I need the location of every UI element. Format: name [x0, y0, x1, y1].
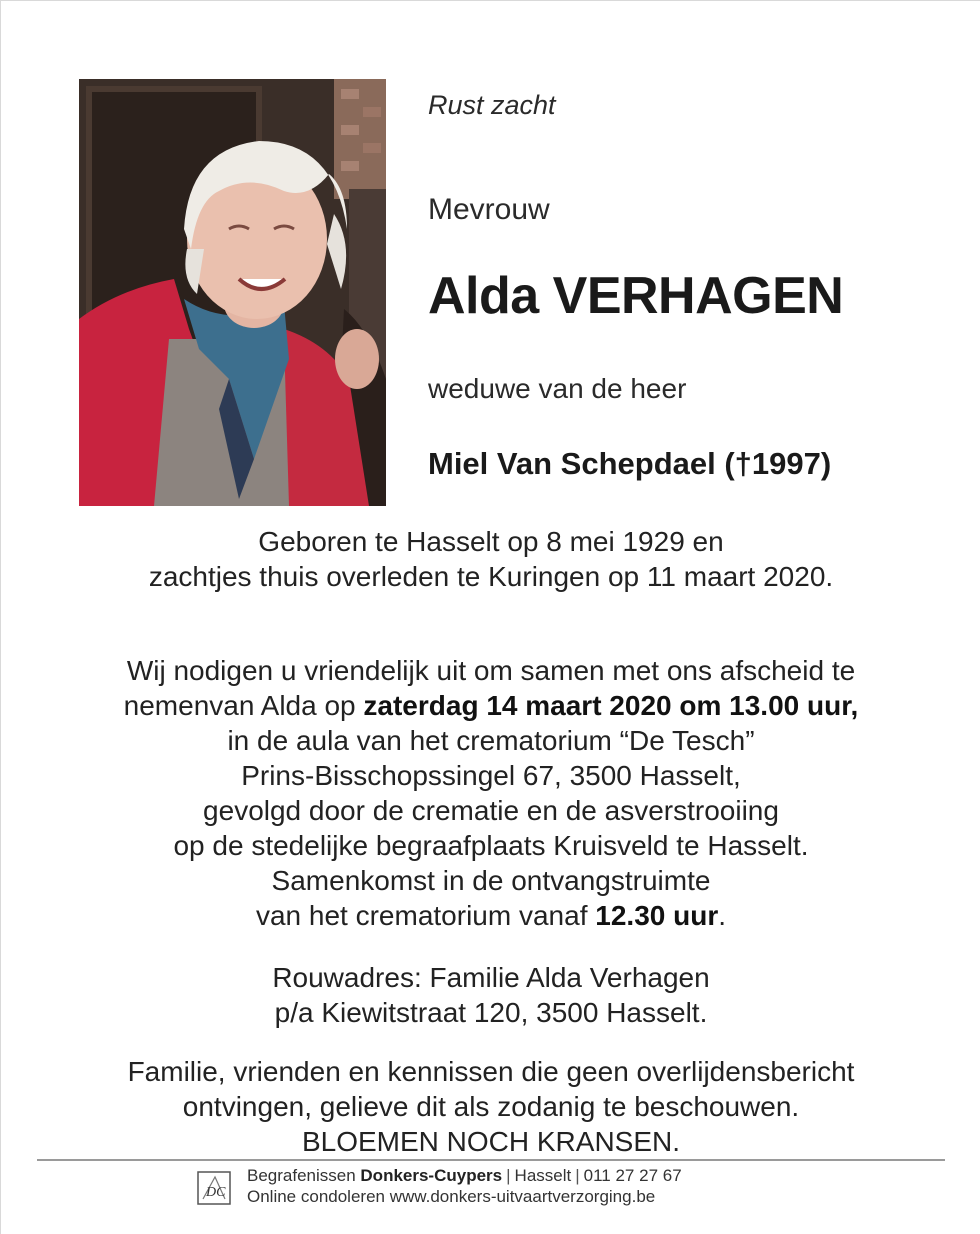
- invitation-line-4: Prins-Bisschopssingel 67, 3500 Hasselt,: [241, 760, 741, 791]
- logo-letters: DC: [206, 1185, 226, 1200]
- birth-death-text: [1, 524, 980, 594]
- company-name: Donkers-Cuypers: [360, 1166, 503, 1185]
- honorific: Mevrouw: [428, 193, 550, 226]
- deceased-name: Alda VERHAGEN: [428, 267, 844, 325]
- footer-text: [247, 1165, 682, 1207]
- footer-separator-2: |: [575, 1166, 580, 1185]
- invitation-line-1: Wij nodigen u vriendelijk uit om samen met ons afscheid te: [126, 655, 856, 686]
- company-city: Hasselt: [514, 1166, 572, 1185]
- invitation-line-3: in de aula van het crematorium “De Tesch”: [227, 725, 755, 756]
- death-line: zachtjes thuis overleden te Kuringen op 11 maart 2020.: [148, 561, 834, 592]
- invitation-text: [1, 653, 980, 933]
- ceremony-datetime: zaterdag 14 maart 2020 om 13.00 uur,: [363, 690, 859, 721]
- footer-divider: [37, 1159, 945, 1161]
- footer-separator-1: |: [506, 1166, 511, 1185]
- portrait-illustration: [79, 79, 386, 506]
- gathering-time: 12.30 uur: [595, 900, 719, 931]
- invitation-line-5: gevolgd door de crematie en de asverstrooiing: [203, 795, 779, 826]
- invitation-line-8-suffix: .: [718, 900, 726, 931]
- footer-line-2: [247, 1186, 682, 1207]
- footer-prefix: Begrafenissen: [247, 1166, 361, 1185]
- invitation-line-7: Samenkomst in de ontvangstruimte: [271, 865, 711, 896]
- notice-line-1: Familie, vrienden en kennissen die geen overlijdensbericht: [127, 1056, 855, 1087]
- online-condolence-label: Online condoleren: [247, 1187, 390, 1206]
- no-flowers-line: BLOEMEN NOCH KRANSEN.: [301, 1126, 681, 1157]
- widow-of-label: weduwe van de heer: [428, 373, 687, 404]
- invitation-line-2-prefix: nemenvan Alda op: [123, 690, 364, 721]
- invitation-line-8: [1, 898, 980, 933]
- address-line-1: Rouwadres: Familie Alda Verhagen: [272, 962, 710, 993]
- notice-line-2: ontvingen, gelieve dit als zodanig te beschouwen.: [182, 1091, 800, 1122]
- portrait-photo: [79, 79, 386, 506]
- company-phone: 011 27 27 67: [583, 1166, 682, 1185]
- funeral-home-footer: [197, 1165, 797, 1213]
- invitation-line-2: [1, 688, 980, 723]
- address-line-2: p/a Kiewitstraat 120, 3500 Hasselt.: [274, 997, 708, 1028]
- husband-name: Miel Van Schepdael (†1997): [428, 446, 832, 481]
- invitation-line-8-prefix: van het crematorium vanaf: [255, 900, 596, 931]
- birth-line: Geboren te Hasselt op 8 mei 1929 en: [258, 526, 724, 557]
- footer-line-1: [247, 1165, 682, 1186]
- invitation-line-6: op de stedelijke begraafplaats Kruisveld te Hasselt.: [173, 830, 809, 861]
- mourning-address: [1, 960, 980, 1030]
- website-link[interactable]: www.donkers-uitvaartverzorging.be: [389, 1187, 656, 1206]
- funeral-home-logo-icon: [197, 1171, 231, 1205]
- rest-in-peace: Rust zacht: [428, 90, 556, 120]
- notice-text: [1, 1054, 980, 1159]
